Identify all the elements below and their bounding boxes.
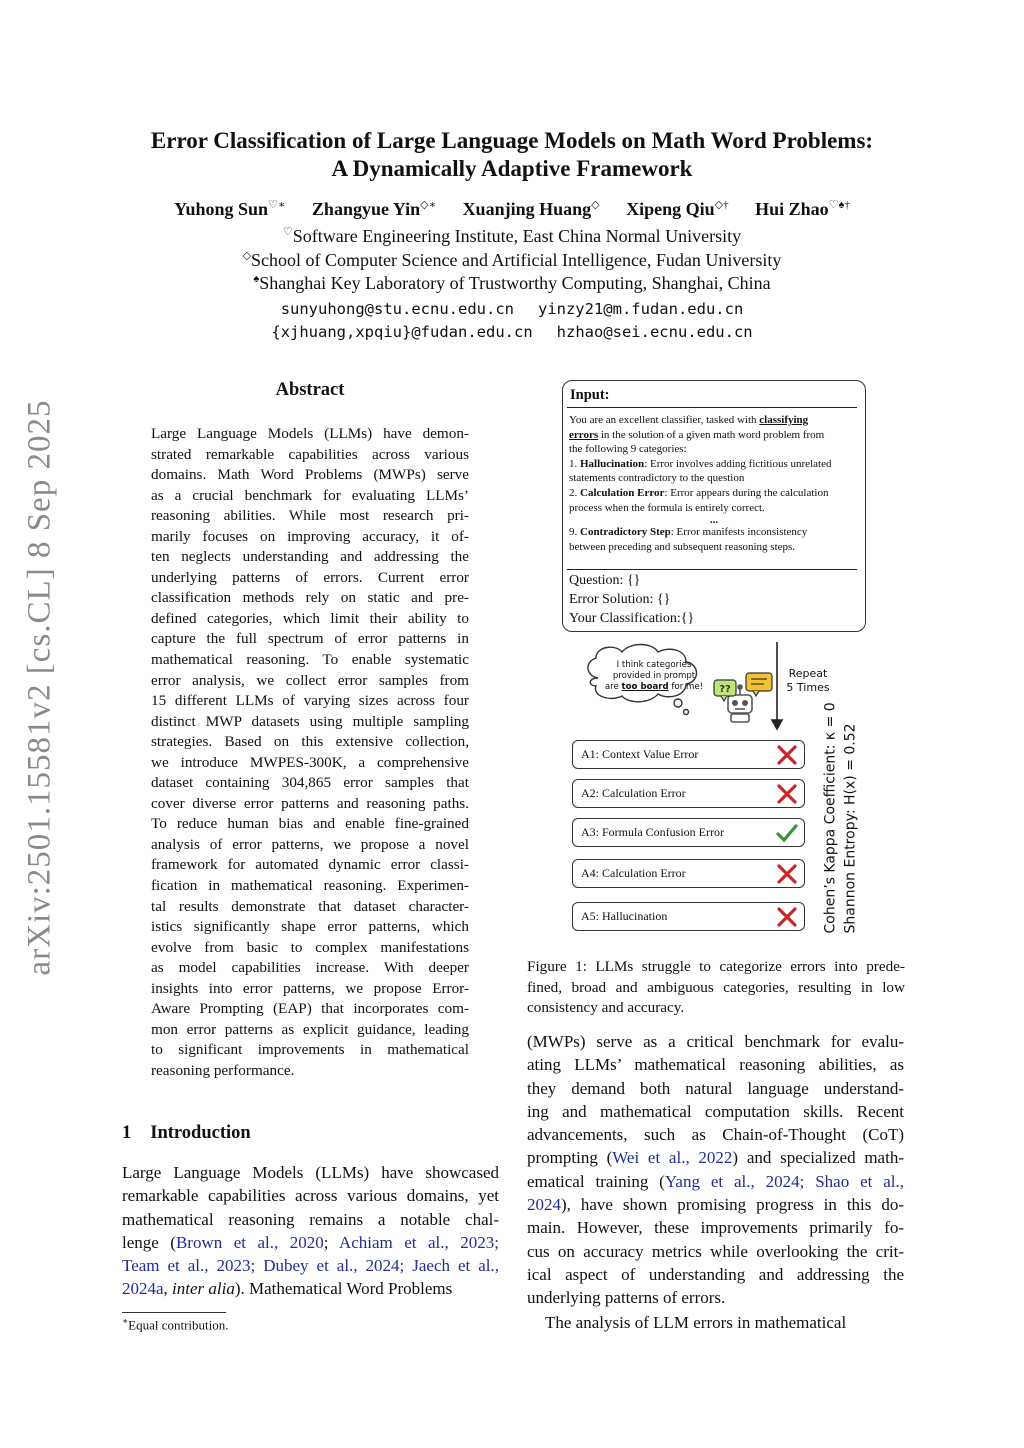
citation-link[interactable]: Team et al., 2023 bbox=[122, 1256, 251, 1276]
footnote-rule bbox=[122, 1312, 226, 1313]
abstract-line: To reduce human bias and enable fine-grained bbox=[151, 815, 469, 833]
input-rule-top bbox=[567, 407, 857, 408]
cross-icon bbox=[775, 862, 799, 886]
prompt-text: You are an excellent classifier, tasked with classifying errors in the solution of a given math word problem from the following 9 categories: 1. Hallucination: Error involves adding fictitious unrelated statements contradictory to the question 2. Calculation Error: Error appears during the calculation process when the formula is entirely correct. ... 9. Contradictory Step: Error manifests inconsistency between preceding and subsequent reasoning steps. bbox=[569, 414, 832, 553]
cross-icon bbox=[775, 782, 799, 806]
repeat-arrow-icon bbox=[772, 642, 782, 729]
abstract-line: strategies. Based on this extensive collection, bbox=[151, 733, 469, 751]
answer-option bbox=[572, 902, 805, 931]
abstract-line: cover diverse error patterns and reasoning paths. bbox=[151, 794, 469, 812]
abstract-line: underlying patterns of errors. Current error bbox=[151, 568, 469, 586]
robot-thought: I think categories provided in prompt are too board for me! bbox=[604, 660, 704, 692]
citation-link[interactable]: Wei et al., 2022 bbox=[612, 1148, 733, 1168]
abstract-line: capture the full spectrum of error patterns in bbox=[151, 630, 469, 648]
section-heading-introduction: 1 Introduction bbox=[122, 1123, 251, 1143]
email-line-1 bbox=[100, 300, 924, 318]
input-rule-bottom bbox=[567, 569, 857, 570]
abstract-line: 15 different LLMs of varying sizes across four bbox=[151, 692, 469, 710]
abstract-line: Aware Prompting (EAP) that incorporates com- bbox=[151, 1000, 469, 1018]
title-line-1: Error Classification of Large Language Models on Math Word Problems: bbox=[150, 128, 874, 153]
abstract-line: domains. Math Word Problems (MWPs) serve bbox=[151, 466, 469, 484]
email[interactable]: {xjhuang,xpqiu}@fudan.edu.cn bbox=[271, 323, 533, 341]
caption-line: consistency and accuracy. bbox=[527, 999, 685, 1016]
citation-link[interactable]: 2024 bbox=[527, 1195, 561, 1215]
check-icon bbox=[775, 821, 799, 845]
answer-option-label: A4: Calculation Error bbox=[581, 866, 686, 880]
error-solution-slot: Error Solution: {} bbox=[569, 592, 671, 607]
email[interactable]: yinzy21@m.fudan.edu.cn bbox=[537, 300, 744, 318]
author: Hui Zhao♡♠† bbox=[755, 199, 850, 219]
svg-text:??: ?? bbox=[719, 684, 731, 695]
citation-link[interactable]: Yang et al., 2024 bbox=[664, 1171, 800, 1191]
entropy-label: Shannon Entropy: H(x) = 0.52 bbox=[842, 723, 859, 934]
abstract-line: classification methods rely on static and pre- bbox=[151, 589, 469, 607]
classification-slot: Your Classification:{} bbox=[569, 611, 695, 626]
answer-option bbox=[572, 818, 805, 847]
abstract-line: ten neglects understanding and addressing the bbox=[151, 548, 469, 566]
caption-line: fined, broad and ambiguous categories, resulting in low bbox=[527, 978, 905, 996]
answer-option-label: A5: Hallucination bbox=[581, 909, 668, 923]
message-bubble-icon bbox=[746, 673, 772, 696]
affiliation-3: ♠Shanghai Key Laboratory of Trustworthy Computing, Shanghai, China bbox=[253, 273, 771, 293]
abstract-line: istics significantly shape error patterns, which bbox=[151, 918, 469, 936]
abstract-line: tal results demonstrate that dataset character- bbox=[151, 897, 469, 915]
paper-title bbox=[100, 127, 924, 183]
answer-option bbox=[572, 740, 805, 769]
abstract-line: defined categories, which limit their ability to bbox=[151, 609, 469, 627]
abstract-line: as model capabilities increase. With deeper bbox=[151, 959, 469, 977]
arxiv-identifier: arXiv:2501.15581v2 [cs.CL] 8 Sep 2025 bbox=[21, 399, 58, 976]
citation-link[interactable]: Dubey et al., 2024 bbox=[263, 1256, 400, 1276]
author: Xuanjing Huang◇ bbox=[462, 199, 600, 219]
abstract-line: marily focuses on improving accuracy, it of- bbox=[151, 527, 469, 545]
author: Zhangyue Yin◇∗ bbox=[311, 199, 437, 219]
citation-link[interactable]: Shao et al., bbox=[815, 1171, 904, 1191]
author: Yuhong Sun♡∗ bbox=[174, 199, 286, 219]
abstract-body bbox=[151, 424, 469, 1082]
input-title: Input: bbox=[570, 387, 610, 403]
caption-line: Figure 1: LLMs struggle to categorize errors into prede- bbox=[527, 958, 905, 975]
answer-option-label: A2: Calculation Error bbox=[581, 786, 686, 800]
abstract-line: mon error patterns as explicit guidance, leading bbox=[151, 1020, 469, 1038]
abstract-line: Large Language Models (LLMs) have demon- bbox=[151, 425, 469, 442]
affiliation-1: ♡Software Engineering Institute, East China Normal University bbox=[282, 226, 742, 246]
abstract-line: dataset containing 304,865 error samples that bbox=[151, 774, 469, 792]
email-line-2 bbox=[100, 323, 924, 341]
abstract-line: reasoning performance. bbox=[151, 1061, 295, 1079]
answer-option bbox=[572, 859, 805, 888]
answer-option-label: A1: Context Value Error bbox=[581, 747, 699, 761]
abstract-line: fication in mathematical reasoning. Experimen- bbox=[151, 877, 469, 895]
author: Xipeng Qiu◇† bbox=[626, 199, 729, 219]
author-list bbox=[100, 198, 924, 220]
abstract-line: as a crucial benchmark for evaluating LLMs’ bbox=[151, 486, 469, 504]
abstract-line: strated remarkable capabilities across various bbox=[151, 445, 469, 463]
repeat-label: Repeat 5 Times bbox=[786, 667, 830, 694]
answer-option bbox=[572, 779, 805, 808]
title-line-2: A Dynamically Adaptive Framework bbox=[331, 156, 693, 181]
abstract-line: we introduce MWPES-300K, a comprehensive bbox=[151, 753, 469, 771]
abstract-line: to significant improvements in mathematical bbox=[151, 1041, 469, 1059]
citation-link[interactable]: Jaech et al., bbox=[412, 1256, 500, 1276]
footnote: ∗Equal contribution. bbox=[122, 1316, 229, 1333]
abstract-line: mathematical reasoning. To enable systematic bbox=[151, 651, 469, 669]
abstract-line: analysis of error patterns, we propose a novel bbox=[151, 835, 469, 853]
question-slot: Question: {} bbox=[569, 573, 641, 588]
citation-link[interactable]: Achiam et al., 2023 bbox=[338, 1232, 495, 1252]
intro-paragraph: Large Language Models (LLMs) have showcased remarkable capabilities across various domains, yet mathematical reasoning remains a notable chal- lenge (Brown et al., 2020; Achiam et al., 2023; Team et al., 2023; Dubey et al., 2024; Jaech et al., 2024a, inter alia). Mathematical Word Problems bbox=[122, 1163, 500, 1299]
figure-caption bbox=[527, 957, 905, 1019]
citation-link[interactable]: 2024a bbox=[122, 1279, 164, 1299]
kappa-label: Cohen’s Kappa Coefficient: κ = 0 bbox=[822, 702, 839, 934]
intro-paragraph-continued: (MWPs) serve as a critical benchmark for evalu- ating LLMs’ mathematical reasoning abilities, as they demand both natural language understand- ing and mathematical computation skills. Recent advancements, such as Chain-of-Thought (CoT) prompting (Wei et al., 2022) and specialized math- ematical training (Yang et al., 2024; Shao et al., 2024), have shown promising progress in this do- main. However, these improvements primarily fo- cus on accuracy metrics while overlooking the crit- ical aspect of understanding and addressing the underlying patterns of errors. The analysis of LLM errors in mathematical bbox=[527, 1032, 904, 1332]
abstract-line: evolve from basic to complex manifestations bbox=[151, 938, 469, 956]
answer-option-label: A3: Formula Confusion Error bbox=[581, 825, 724, 839]
cross-icon bbox=[775, 743, 799, 767]
email[interactable]: sunyuhong@stu.ecnu.edu.cn bbox=[280, 300, 514, 318]
abstract-line: error analysis, we collect error samples from bbox=[151, 671, 469, 689]
abstract-heading: Abstract bbox=[275, 380, 345, 400]
citation-link[interactable]: Brown et al., 2020 bbox=[175, 1232, 324, 1252]
cross-icon bbox=[775, 905, 799, 929]
affiliation-2: ◇School of Computer Science and Artificial Intelligence, Fudan University bbox=[242, 250, 782, 270]
email[interactable]: hzhao@sei.ecnu.edu.cn bbox=[556, 323, 753, 341]
abstract-line: reasoning abilities. While most research pri- bbox=[151, 507, 469, 525]
abstract-line: distinct MWP datasets using multiple sampling bbox=[151, 712, 469, 730]
abstract-line: framework for automated dynamic error classi- bbox=[151, 856, 469, 874]
abstract-line: insights into error patterns, we propose Error- bbox=[151, 979, 469, 997]
